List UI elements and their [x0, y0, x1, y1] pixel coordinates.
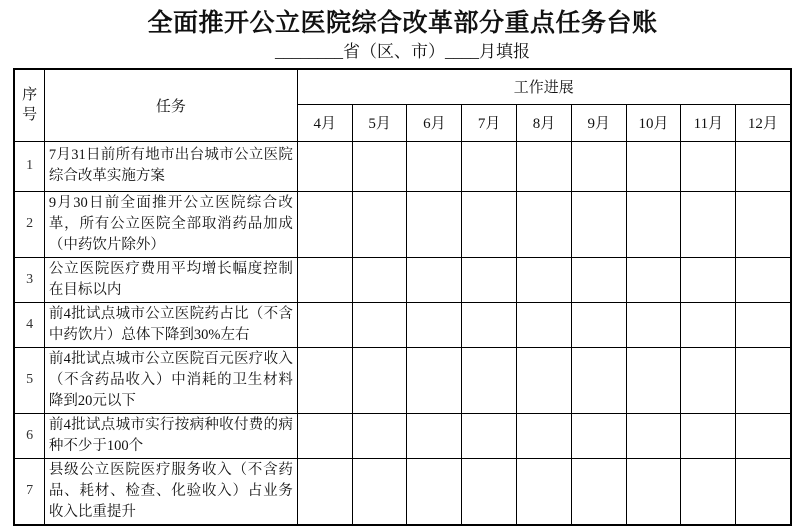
progress-cell [352, 302, 407, 347]
progress-cell [297, 191, 352, 257]
month-header-sep: 9月 [571, 104, 626, 141]
progress-cell [626, 347, 681, 413]
progress-cell [571, 458, 626, 525]
progress-cell [407, 302, 462, 347]
task-text: 前4批试点城市公立医院百元医疗收入（不含药品收入）中消耗的卫生材料降到20元以下 [44, 347, 297, 413]
month-header-aug: 8月 [517, 104, 572, 141]
task-text: 前4批试点城市实行按病种收付费的病种不少于100个 [44, 413, 297, 458]
progress-cell [626, 257, 681, 302]
progress-cell [462, 141, 517, 191]
progress-cell [626, 458, 681, 525]
row-number: 6 [14, 413, 44, 458]
progress-cell [571, 257, 626, 302]
progress-cell [352, 141, 407, 191]
progress-cell [407, 141, 462, 191]
progress-cell [462, 257, 517, 302]
progress-cell [517, 413, 572, 458]
row-number: 1 [14, 141, 44, 191]
header-row-top [14, 69, 790, 104]
progress-cell [297, 458, 352, 525]
progress-cell [681, 141, 736, 191]
progress-cell [517, 141, 572, 191]
month-header-nov: 11月 [681, 104, 736, 141]
progress-cell [736, 302, 791, 347]
progress-cell [407, 191, 462, 257]
month-label: 月填报 [479, 42, 530, 61]
progress-cell [736, 191, 791, 257]
progress-cell [297, 302, 352, 347]
task-row [14, 347, 790, 413]
task-text: 县级公立医院医疗服务收入（不含药品、耗材、检查、化验收入）占业务收入比重提升 [44, 458, 297, 525]
progress-group-header: 工作进展 [297, 69, 790, 104]
progress-cell [626, 191, 681, 257]
subtitle [0, 41, 805, 63]
month-header-jun: 6月 [407, 104, 462, 141]
task-row [14, 413, 790, 458]
task-text: 7月31日前所有地市出台城市公立医院综合改革实施方案 [44, 141, 297, 191]
progress-cell [462, 347, 517, 413]
progress-cell [681, 302, 736, 347]
page-title: 全面推开公立医院综合改革部分重点任务台账 [147, 10, 658, 37]
progress-cell [352, 458, 407, 525]
progress-cell [462, 302, 517, 347]
row-number: 2 [14, 191, 44, 257]
month-header-jul: 7月 [462, 104, 517, 141]
task-column-header: 任务 [44, 69, 297, 141]
row-number: 3 [14, 257, 44, 302]
progress-cell [571, 302, 626, 347]
month-header-dec: 12月 [736, 104, 791, 141]
ledger-table [13, 68, 791, 526]
progress-cell [517, 347, 572, 413]
progress-cell [571, 141, 626, 191]
progress-cell [681, 191, 736, 257]
progress-cell [407, 413, 462, 458]
progress-cell [736, 141, 791, 191]
progress-cell [297, 413, 352, 458]
month-header-oct: 10月 [626, 104, 681, 141]
progress-cell [681, 458, 736, 525]
progress-cell [352, 191, 407, 257]
progress-cell [736, 413, 791, 458]
progress-cell [352, 347, 407, 413]
task-row [14, 191, 790, 257]
progress-cell [462, 458, 517, 525]
progress-cell [462, 413, 517, 458]
progress-cell [352, 257, 407, 302]
progress-cell [736, 458, 791, 525]
progress-cell [571, 191, 626, 257]
task-row [14, 141, 790, 191]
task-text: 9月30日前全面推开公立医院综合改革，所有公立医院全部取消药品加成（中药饮片除外） [44, 191, 297, 257]
seq-column-header: 序号 [14, 69, 44, 141]
progress-cell [571, 413, 626, 458]
progress-cell [571, 347, 626, 413]
progress-cell [626, 302, 681, 347]
task-text: 前4批试点城市公立医院药占比（不含中药饮片）总体下降到30%左右 [44, 302, 297, 347]
progress-cell [297, 257, 352, 302]
province-label: 省（区、市） [343, 42, 445, 61]
progress-cell [681, 413, 736, 458]
progress-cell [297, 347, 352, 413]
row-number: 7 [14, 458, 44, 525]
row-number: 4 [14, 302, 44, 347]
progress-cell [517, 458, 572, 525]
progress-cell [626, 141, 681, 191]
progress-cell [407, 347, 462, 413]
progress-cell [407, 257, 462, 302]
month-header-may: 5月 [352, 104, 407, 141]
progress-cell [297, 141, 352, 191]
progress-cell [681, 257, 736, 302]
task-row [14, 458, 790, 525]
progress-cell [626, 413, 681, 458]
progress-cell [736, 257, 791, 302]
task-text: 公立医院医疗费用平均增长幅度控制在目标以内 [44, 257, 297, 302]
row-number: 5 [14, 347, 44, 413]
progress-cell [352, 413, 407, 458]
progress-cell [517, 302, 572, 347]
progress-cell [462, 191, 517, 257]
progress-cell [517, 257, 572, 302]
progress-cell [681, 347, 736, 413]
progress-cell [736, 347, 791, 413]
province-blank: ________ [275, 42, 343, 61]
month-header-apr: 4月 [297, 104, 352, 141]
task-row [14, 302, 790, 347]
task-row [14, 257, 790, 302]
progress-cell [407, 458, 462, 525]
month-blank: ____ [445, 42, 479, 61]
progress-cell [517, 191, 572, 257]
